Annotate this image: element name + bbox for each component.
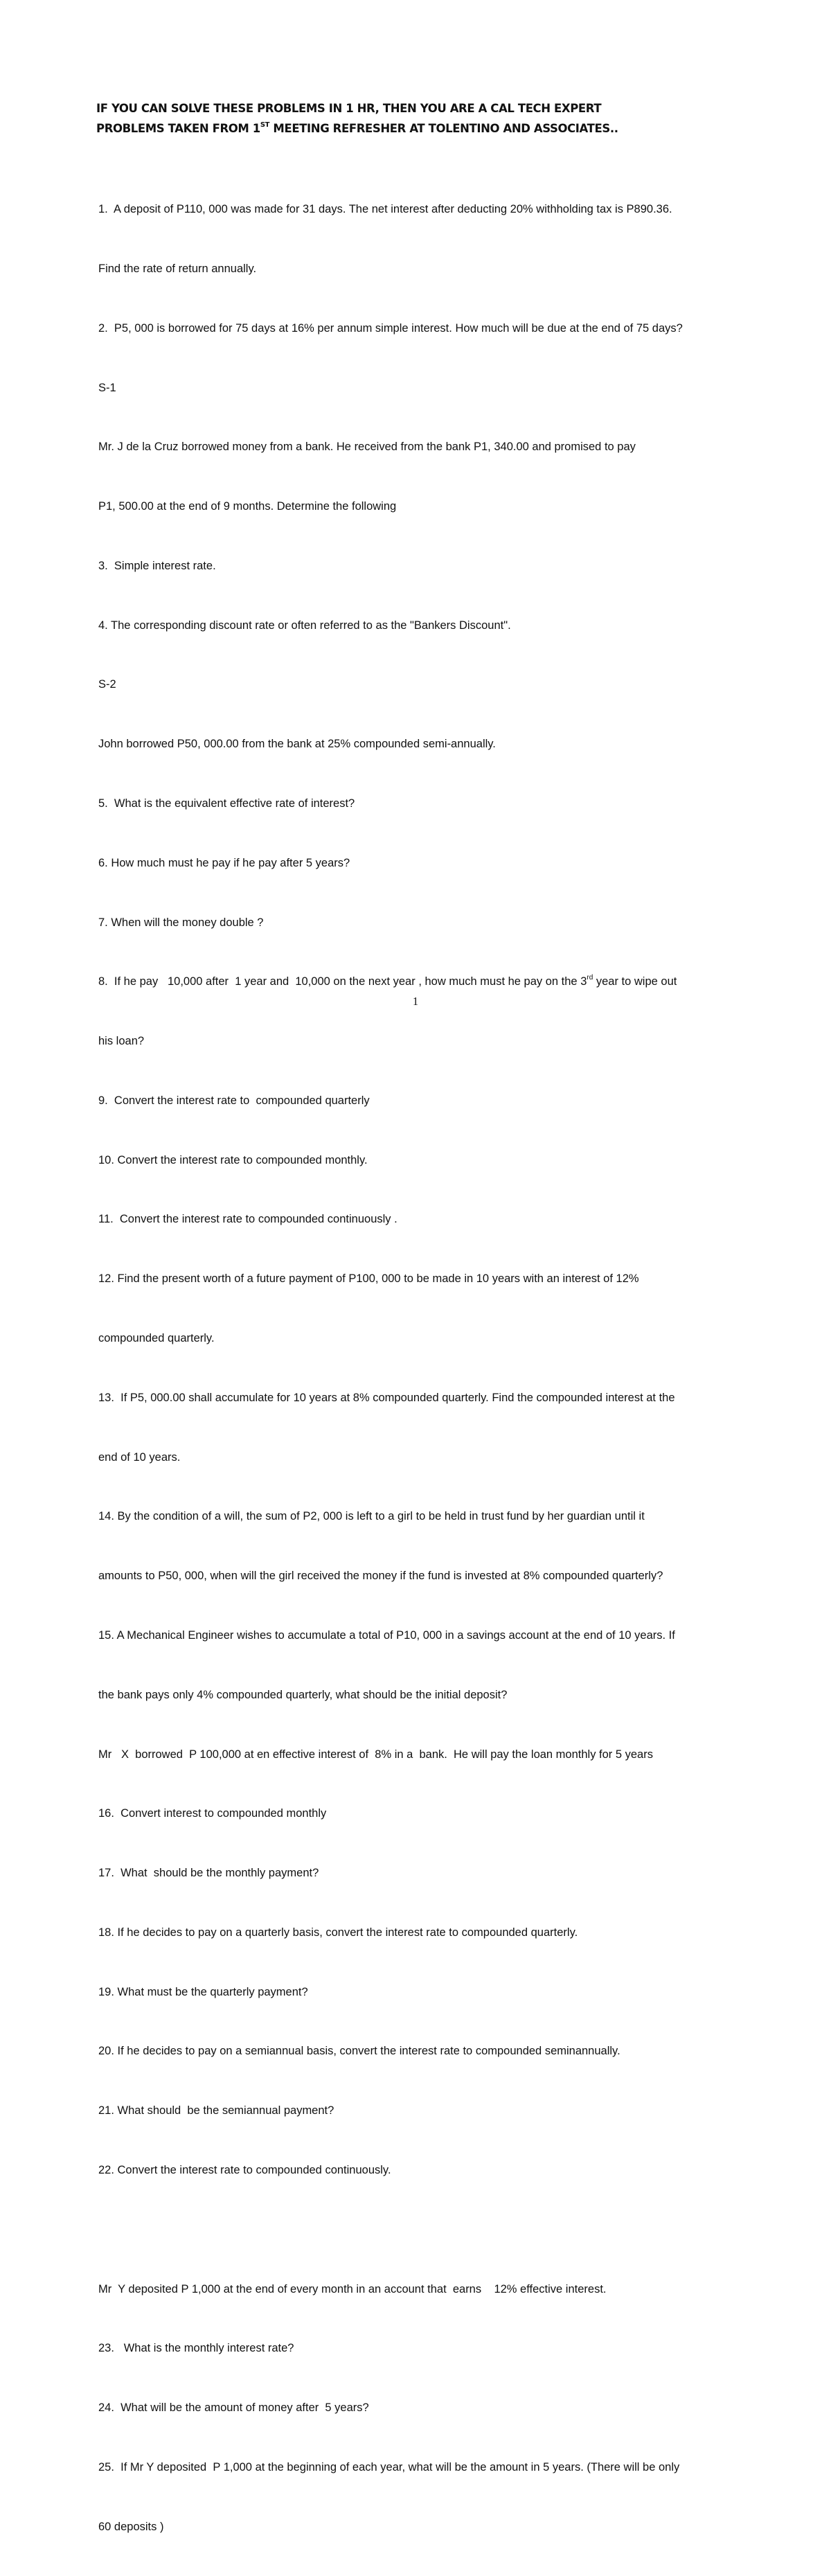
problem-line: John borrowed P50, 000.00 from the bank at 25% compounded semi-annually. (98, 738, 496, 751)
problem-line: amounts to P50, 000, when will the girl received the money if the fund is invested at 8% compounded quarterly? (98, 1570, 663, 1583)
section-label: S-2 (98, 678, 116, 691)
problem-line: 10. Convert the interest rate to compounded monthly. (98, 1153, 368, 1166)
problem-line: end of 10 years. (98, 1450, 181, 1464)
problem-line: 25. If Mr Y deposited P 1,000 at the beginning of each year, what will be the amount in 5 years. (There will be only (98, 2460, 680, 2473)
problem-list (98, 160, 742, 2576)
problem-line: Mr Y deposited P 1,000 at the end of every month in an account that earns 12% effective interest. (98, 2282, 607, 2295)
heading-superscript: ST (260, 121, 270, 129)
problem-line: the bank pays only 4% compounded quarterly, what should be the initial deposit? (98, 1688, 508, 1701)
problem-line: 14. By the condition of a will, the sum of P2, 000 is left to a girl to be held in trust fund by her guardian until it (98, 1510, 645, 1523)
problem-line: 22. Convert the interest rate to compounded continuously. (98, 2163, 391, 2176)
blank-line (98, 2220, 742, 2240)
problem-line: Find the rate of return annually. (98, 262, 257, 275)
problem-line: 6. How much must he pay if he pay after 5 years? (98, 856, 350, 869)
problem-line: Mr X borrowed P 100,000 at en effective interest of 8% in a bank. He will pay the loan monthly for 5 years (98, 1748, 653, 1761)
heading-line-2 (96, 122, 747, 136)
problem-line: 16. Convert interest to compounded monthly (98, 1807, 327, 1820)
problem-line: 15. A Mechanical Engineer wishes to accumulate a total of P10, 000 in a savings account at the end of 10 years. If (98, 1628, 675, 1642)
problem-line: 1. A deposit of P110, 000 was made for 31 days. The net interest after deducting 20% withholding tax is P890.36. (98, 203, 672, 216)
problem-line: 24. What will be the amount of money after 5 years? (98, 2401, 369, 2415)
problem-line: 9. Convert the interest rate to compounded quarterly (98, 1094, 370, 1107)
problem-line: 18. If he decides to pay on a quarterly basis, convert the interest rate to compounded quarterly. (98, 1926, 578, 1939)
problem-line: 5. What is the equivalent effective rate of interest? (98, 797, 355, 810)
problem-line: 20. If he decides to pay on a semiannual basis, convert the interest rate to compounded seminannually. (98, 2045, 620, 2058)
problem-line: his loan? (98, 1035, 145, 1048)
problem-text: 8. If he pay 10,000 after 1 year and 10,000 on the next year , how much must he pay on the 3 (98, 975, 587, 988)
heading-line-1: IF YOU CAN SOLVE THESE PROBLEMS IN 1 HR, THEN YOU ARE A CAL TECH EXPERT (96, 102, 602, 115)
problem-line: Mr. J de la Cruz borrowed money from a bank. He received from the bank P1, 340.00 and promised to pay (98, 441, 636, 454)
heading-line-2-text: PROBLEMS TAKEN FROM 1 (96, 122, 260, 135)
heading-line-2-text-end: MEETING REFRESHER AT TOLENTINO AND ASSOCIATES.. (269, 122, 618, 135)
problem-line: 13. If P5, 000.00 shall accumulate for 10 years at 8% compounded quarterly. Find the compounded interest at the (98, 1391, 675, 1404)
section-label: S-1 (98, 381, 116, 394)
problem-line: 2. P5, 000 is borrowed for 75 days at 16% per annum simple interest. How much will be due at the end of 75 days? (98, 321, 683, 335)
problem-line: P1, 500.00 at the end of 9 months. Determine the following (98, 500, 397, 513)
problem-line: 21. What should be the semiannual payment? (98, 2104, 334, 2117)
problem-text-end: year to wipe out (593, 975, 677, 988)
problem-line: 17. What should be the monthly payment? (98, 1867, 319, 1880)
problem-line: 60 deposits ) (98, 2520, 164, 2533)
problem-line: 4. The corresponding discount rate or often referred to as the "Bankers Discount". (98, 619, 511, 632)
problem-line: compounded quarterly. (98, 1332, 215, 1345)
problem-line: 19. What must be the quarterly payment? (98, 1985, 308, 1998)
problem-line (98, 972, 742, 992)
problem-line: 12. Find the present worth of a future payment of P100, 000 to be made in 10 years with an interest of 12% (98, 1272, 639, 1286)
problem-line: 3. Simple interest rate. (98, 559, 216, 572)
problem-line: 23. What is the monthly interest rate? (98, 2342, 294, 2355)
problem-line: 7. When will the money double ? (98, 916, 264, 929)
page-number: 1 (412, 995, 419, 1008)
problem-line: 11. Convert the interest rate to compounded continuously . (98, 1213, 397, 1226)
ordinal-superscript: rd (587, 973, 593, 981)
